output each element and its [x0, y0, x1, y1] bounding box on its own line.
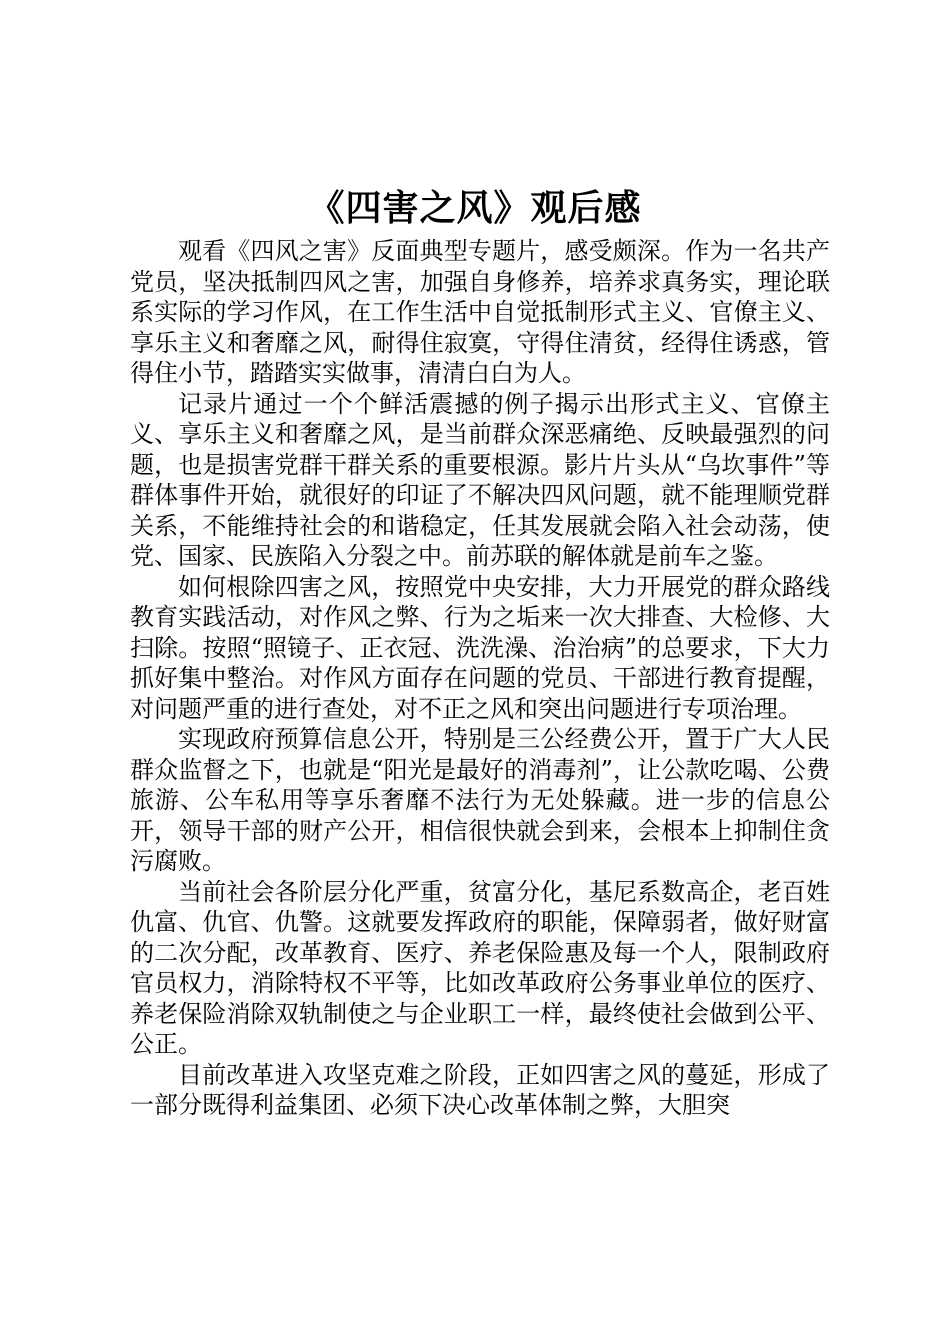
paragraph: 记录片通过一个个鲜活震撼的例子揭示出形式主义、官僚主义、享乐主义和奢靡之风，是当前群众深恶痛绝、反映最强烈的问题，也是损害党群干群关系的重要根源。影片片头从“乌坎事件”等群体事件开始，就很好的印证了不解决四风问题，就不能理顺党群关系，不能维持社会的和谐稳定，任其发展就会陷入社会动荡，使党、国家、民族陷入分裂之中。前苏联的解体就是前车之鉴。	[130, 389, 830, 570]
document-title: 《四害之风》观后感	[308, 187, 642, 229]
paragraph: 当前社会各阶层分化严重，贫富分化，基尼系数高企，老百姓仇富、仇官、仇警。这就要发挥政府的职能，保障弱者，做好财富的二次分配，改革教育、医疗、养老保险惠及每一个人，限制政府官员权力，消除特权不平等，比如改革政府公务事业单位的医疗、养老保险消除双轨制使之与企业职工一样，最终使社会做到公平、公正。	[130, 877, 830, 1058]
paragraph: 如何根除四害之风，按照党中央安排，大力开展党的群众路线教育实践活动，对作风之弊、行为之垢来一次大排查、大检修、大扫除。按照“照镜子、正衣冠、洗洗澡、治治病”的总要求，下大力抓好集中整治。对作风方面存在问题的党员、干部进行教育提醒，对问题严重的进行查处，对不正之风和突出问题进行专项治理。	[130, 572, 830, 723]
document-body	[130, 236, 830, 1121]
paragraph: 实现政府预算信息公开，特别是三公经费公开，置于广大人民群众监督之下，也就是“阳光是最好的消毒剂”，让公款吃喝、公费旅游、公车私用等享乐奢靡不法行为无处躲藏。进一步的信息公开，领导干部的财产公开，相信很快就会到来，会根本上抑制住贪污腐败。	[130, 725, 830, 875]
paragraph: 目前改革进入攻坚克难之阶段，正如四害之风的蔓延，形成了一部分既得利益集团、必须下决心改革体制之弊，大胆突	[130, 1060, 830, 1119]
paragraph: 观看《四风之害》反面典型专题片，感受颇深。作为一名共产党员，坚决抵制四风之害，加强自身修养，培养求真务实，理论联系实际的学习作风，在工作生活中自觉抵制形式主义、官僚主义、享乐主义和奢靡之风，耐得住寂寞，守得住清贫，经得住诱惑，管得住小节，踏踏实实做事，清清白白为人。	[130, 237, 830, 387]
